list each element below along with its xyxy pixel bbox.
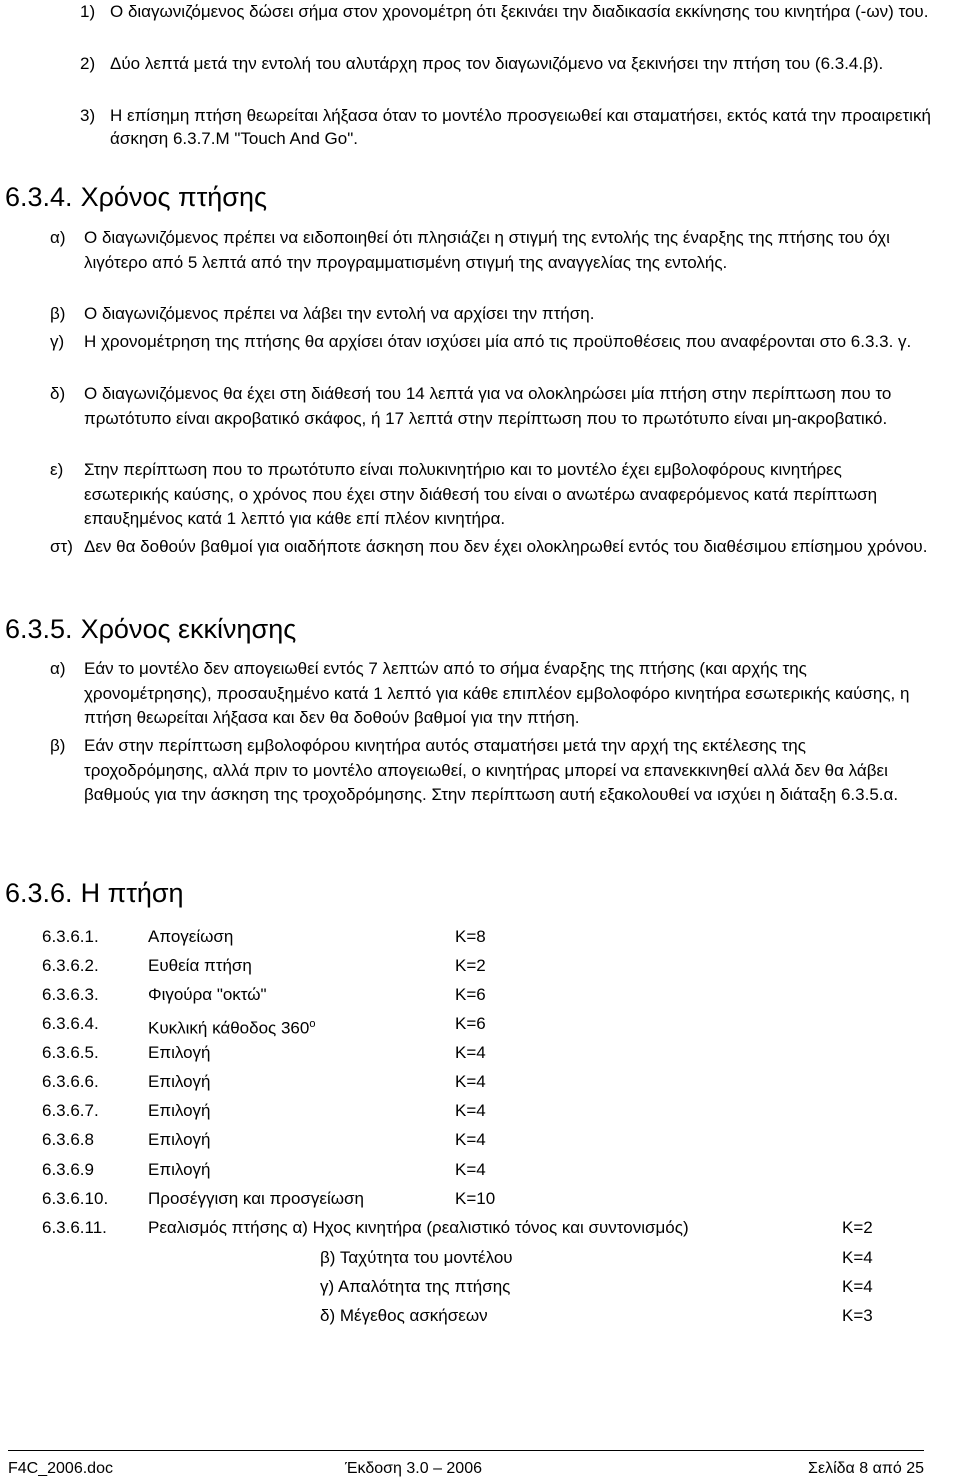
section-number: 6.3.5.	[5, 614, 73, 644]
item-label: γ)	[50, 332, 65, 351]
item-label: α)	[50, 659, 66, 678]
item-label: δ)	[50, 384, 66, 403]
item-text: Ο διαγωνιζόμενος πρέπει να ειδοποιηθεί ότι πλησιάζει η στιγμή της εντολής της έναρξης της πτήσης του όχι λιγότερο από 5 λεπτά από την προγραμματισμένη στιγμή της αναγγελίας της εντολής.	[84, 228, 890, 272]
exercise-k-factor: K=2	[455, 956, 486, 975]
footer-divider	[8, 1450, 924, 1451]
list-item-label: 3)	[80, 106, 96, 125]
exercise-k-factor: K=4	[455, 1072, 486, 1091]
exercise-k-factor: K=4	[455, 1130, 486, 1149]
degree-superscript: ο	[309, 1018, 316, 1030]
item-text: Η χρονομέτρηση της πτήσης θα αρχίσει όταν ισχύσει μία από τις προϋποθέσεις που αναφέρονται στο 6.3.3. γ.	[84, 332, 912, 351]
paragraph-item	[50, 382, 930, 431]
item-text: Στην περίπτωση που το πρωτότυπο είναι πολυκινητήριο και το μοντέλο έχει εμβολοφόρους κινητήρες εσωτερικής καύσης, ο χρόνος που έχει στην διάθεσή του είναι ο ανωτέρω αναφερόμενος κατά περίπτωση επαυξημένος κατά 1 λεπτό για κάθε επί πλέον κινητήρα.	[84, 460, 878, 528]
list-item	[80, 0, 940, 23]
exercise-name: Επιλογή	[148, 1043, 211, 1062]
section-heading-635	[5, 613, 296, 645]
list-item	[80, 52, 940, 75]
exercise-name: Επιλογή	[148, 1072, 211, 1091]
list-item-label: 1)	[80, 2, 96, 21]
exercise-k-factor: K=4	[455, 1043, 486, 1062]
exercise-name	[148, 1013, 315, 1040]
section-title: Η πτήση	[80, 878, 184, 908]
paragraph-item	[50, 458, 930, 532]
exercise-code: 6.3.6.6.	[42, 1072, 99, 1091]
exercise-k-factor: K=4	[455, 1160, 486, 1179]
sub-criterion-k-factor: K=3	[842, 1306, 873, 1325]
exercise-k-factor: K=10	[455, 1189, 496, 1208]
item-text: Εάν το μοντέλο δεν απογειωθεί εντός 7 λεπτών από το σήμα έναρξης της πτήσης (και αρχής της χρονομέτρησης), προσαυξημένο κατά 1 λεπτό για κάθε επιπλέον εμβολοφόρο κινητήρα εσωτερικής καύσης, η πτήση θεωρείται λήξασα και δεν θα δοθούν βαθμοί για την πτήση.	[84, 659, 910, 727]
exercise-code: 6.3.6.2.	[42, 956, 99, 975]
paragraph-item	[50, 330, 930, 355]
paragraph-item	[50, 302, 930, 327]
list-item-label: 2)	[80, 54, 96, 73]
section-title: Χρόνος πτήσης	[80, 182, 267, 212]
item-text: Ο διαγωνιζόμενος πρέπει να λάβει την εντολή να αρχίσει την πτήση.	[84, 304, 595, 323]
exercise-name: Ρεαλισμός πτήσης α) Ηχος κινητήρα (ρεαλιστικό τόνος και συντονισμός)	[148, 1218, 689, 1237]
exercise-code: 6.3.6.11.	[42, 1218, 107, 1237]
exercise-code: 6.3.6.8	[42, 1130, 94, 1149]
paragraph-item	[50, 734, 930, 808]
list-item-text: Ο διαγωνιζόμενος δώσει σήμα στον χρονομέτρη ότι ξεκινάει την διαδικασία εκκίνησης του κινητήρα (-ων) του.	[110, 2, 929, 21]
section-title: Χρόνος εκκίνησης	[80, 614, 297, 644]
exercise-code: 6.3.6.1.	[42, 927, 99, 946]
item-text: Δεν θα δοθούν βαθμοί για οιαδήποτε άσκηση που δεν έχει ολοκληρωθεί εντός του διαθέσιμου επίσημου χρόνου.	[84, 537, 928, 556]
exercise-name: Επιλογή	[148, 1130, 211, 1149]
section-heading-636	[5, 877, 184, 909]
sub-criterion-k-factor: K=4	[842, 1277, 873, 1296]
exercise-code: 6.3.6.10.	[42, 1189, 109, 1208]
item-label: β)	[50, 736, 66, 755]
paragraph-item	[50, 657, 930, 731]
exercise-code: 6.3.6.9	[42, 1160, 94, 1179]
exercise-k-factor: K=4	[455, 1101, 486, 1120]
paragraph-item	[50, 535, 930, 560]
item-label: α)	[50, 228, 66, 247]
section-number: 6.3.4.	[5, 182, 73, 212]
item-label: β)	[50, 304, 66, 323]
list-item	[80, 104, 940, 150]
exercise-code: 6.3.6.4.	[42, 1014, 99, 1033]
exercise-code: 6.3.6.7.	[42, 1101, 99, 1120]
exercise-name: Φιγούρα "οκτώ"	[148, 985, 267, 1004]
item-text: Εάν στην περίπτωση εμβολοφόρου κινητήρα αυτός σταματήσει μετά την αρχή της εκτέλεσης της τροχοδρόμησης, αλλά πριν το μοντέλο απογειωθεί, ο κινητήρας μπορεί να επανεκκινηθεί αλλά δεν θα λάβει βαθμούς για την άσκηση της τροχοδρόμησης. Στην περίπτωση αυτή εξακολουθεί να ισχύει η διάταξη 6.3.5.α.	[84, 736, 899, 804]
exercise-name-text: Κυκλική κάθοδος 360	[148, 1018, 310, 1038]
item-label: στ)	[50, 537, 73, 556]
footer-edition: Έκδοση 3.0 – 2006	[345, 1460, 482, 1477]
exercise-k-factor: K=2	[842, 1218, 873, 1237]
exercise-code: 6.3.6.3.	[42, 985, 99, 1004]
sub-criterion-k-factor: K=4	[842, 1248, 873, 1267]
list-item-text: Η επίσημη πτήση θεωρείται λήξασα όταν το μοντέλο προσγειωθεί και σταματήσει, εκτός κατά την προαιρετική άσκηση 6.3.7.M "Touch And Go".	[110, 106, 931, 148]
paragraph-item	[50, 226, 930, 275]
page-footer	[0, 1450, 960, 1480]
exercise-name: Επιλογή	[148, 1160, 211, 1179]
section-heading-634	[5, 181, 267, 213]
exercise-name: Ευθεία πτήση	[148, 956, 252, 975]
section-number: 6.3.6.	[5, 878, 73, 908]
exercise-name: Επιλογή	[148, 1101, 211, 1120]
sub-criterion-name: β) Ταχύτητα του μοντέλου	[320, 1248, 513, 1267]
item-text: Ο διαγωνιζόμενος θα έχει στη διάθεσή του 14 λεπτά για να ολοκληρώσει μία πτήση στην περίπτωση που το πρωτότυπο είναι ακροβατικό σκάφος, ή 17 λεπτά στην περίπτωση που το πρωτότυπο είναι μη-ακροβατικό.	[84, 384, 892, 428]
item-label: ε)	[50, 460, 64, 479]
footer-page-number: Σελίδα 8 από 25	[808, 1460, 924, 1477]
sub-criterion-name: δ) Μέγεθος ασκήσεων	[320, 1306, 488, 1325]
exercise-k-factor: K=6	[455, 985, 486, 1004]
exercise-name: Απογείωση	[148, 927, 234, 946]
footer-filename: F4C_2006.doc	[8, 1460, 113, 1477]
exercise-code: 6.3.6.5.	[42, 1043, 99, 1062]
exercise-k-factor: K=6	[455, 1014, 486, 1033]
exercise-name: Προσέγγιση και προσγείωση	[148, 1189, 364, 1208]
sub-criterion-name: γ) Απαλότητα της πτήσης	[320, 1277, 511, 1296]
list-item-text: Δύο λεπτά μετά την εντολή του αλυτάρχη προς τον διαγωνιζόμενο να ξεκινήσει την πτήση του (6.3.4.β).	[110, 54, 884, 73]
exercise-k-factor: K=8	[455, 927, 486, 946]
